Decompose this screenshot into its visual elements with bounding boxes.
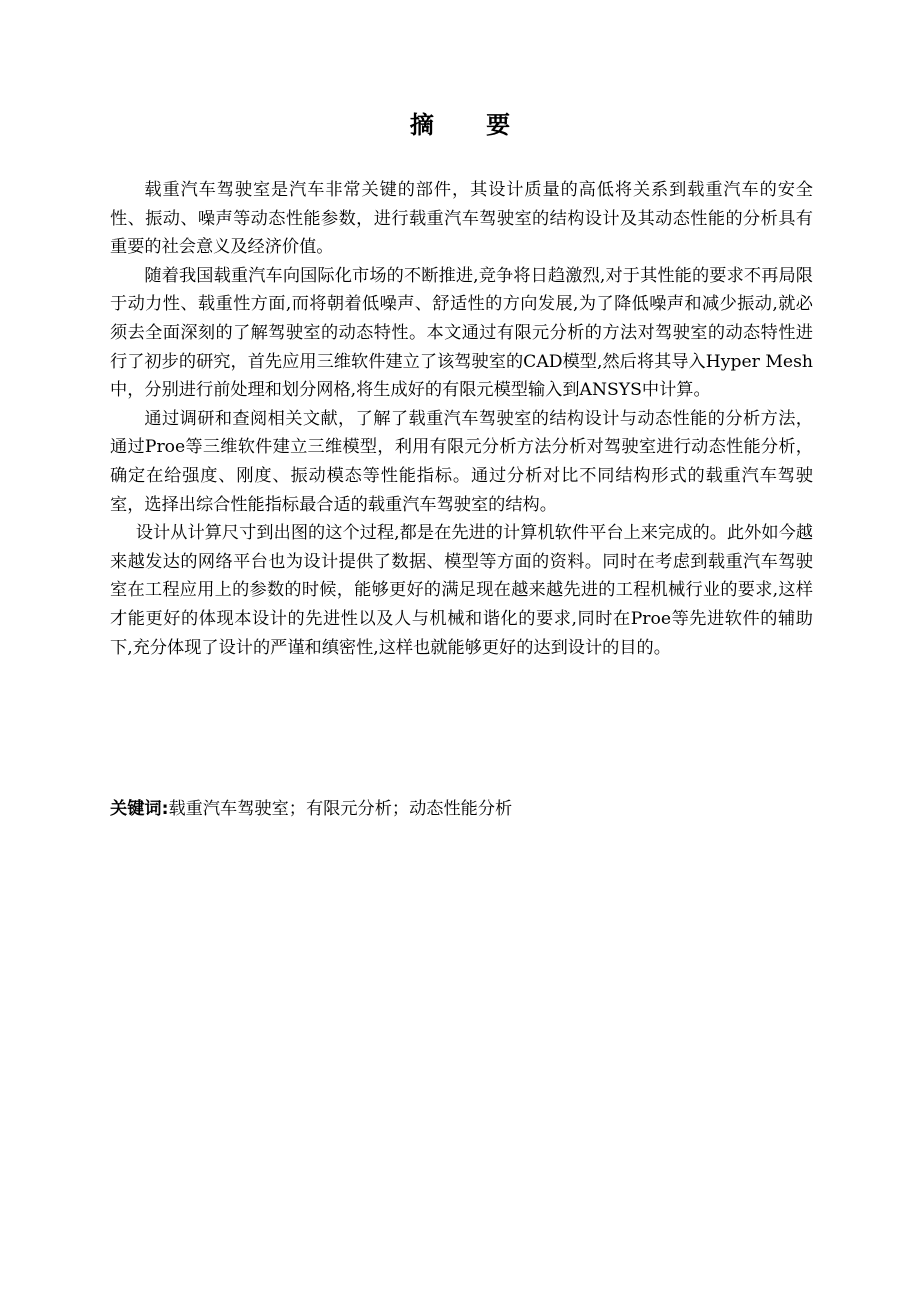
keywords-label: 关键词: [110,799,169,819]
abstract-paragraph-4: 设计从计算尺寸到出图的这个过程,都是在先进的计算机软件平台上来完成的。此外如今越来越发达的网络平台也为设计提供了数据、模型等方面的资料。同时在考虑到载重汽车驾驶室在工程应用上的参数的时候，能够更好的满足现在越来越先进的工程机械行业的要求,这样才能更好的体现本设计的先进性以及人与机械和谐化的要求,同时在Proe等先进软件的辅助下,充分体现了设计的严谨和缜密性,这样也就能够更好的达到设计的目的。 [110,523,813,658]
keywords-line [110,795,813,823]
abstract-paragraph-1: 载重汽车驾驶室是汽车非常关键的部件，其设计质量的高低将关系到载重汽车的安全性、振动、噪声等动态性能参数，进行载重汽车驾驶室的结构设计及其动态性能的分析具有重要的社会意义及经济价值。 [110,180,813,258]
abstract-body [110,176,813,662]
abstract-title: 摘 要 [409,111,533,139]
abstract-paragraph-2: 随着我国载重汽车向国际化市场的不断推进,竞争将日趋激烈,对于其性能的要求不再局限于动力性、载重性方面,而将朝着低噪声、舒适性的方向发展,为了降低噪声和减少振动,就必须去全面深刻的了解驾驶室的动态特性。本文通过有限元分析的方法对驾驶室的动态特性进行了初步的研究，首先应用三维软件建立了该驾驶室的CAD模型,然后将其导入Hyper Mesh中，分别进行前处理和划分网格,将生成好的有限元模型输入到ANSYS中计算。 [110,265,813,401]
keywords-value: 载重汽车驾驶室；有限元分析；动态性能分析 [168,799,513,819]
abstract-paragraph-3: 通过调研和查阅相关文献，了解了载重汽车驾驶室的结构设计与动态性能的分析方法，通过Proe等三维软件建立三维模型，利用有限元分析方法分析对驾驶室进行动态性能分析，确定在给强度、刚度、振动模态等性能指标。通过分析对比不同结构形式的载重汽车驾驶室，选择出综合性能指标最合适的载重汽车驾驶室的结构。 [110,408,813,515]
